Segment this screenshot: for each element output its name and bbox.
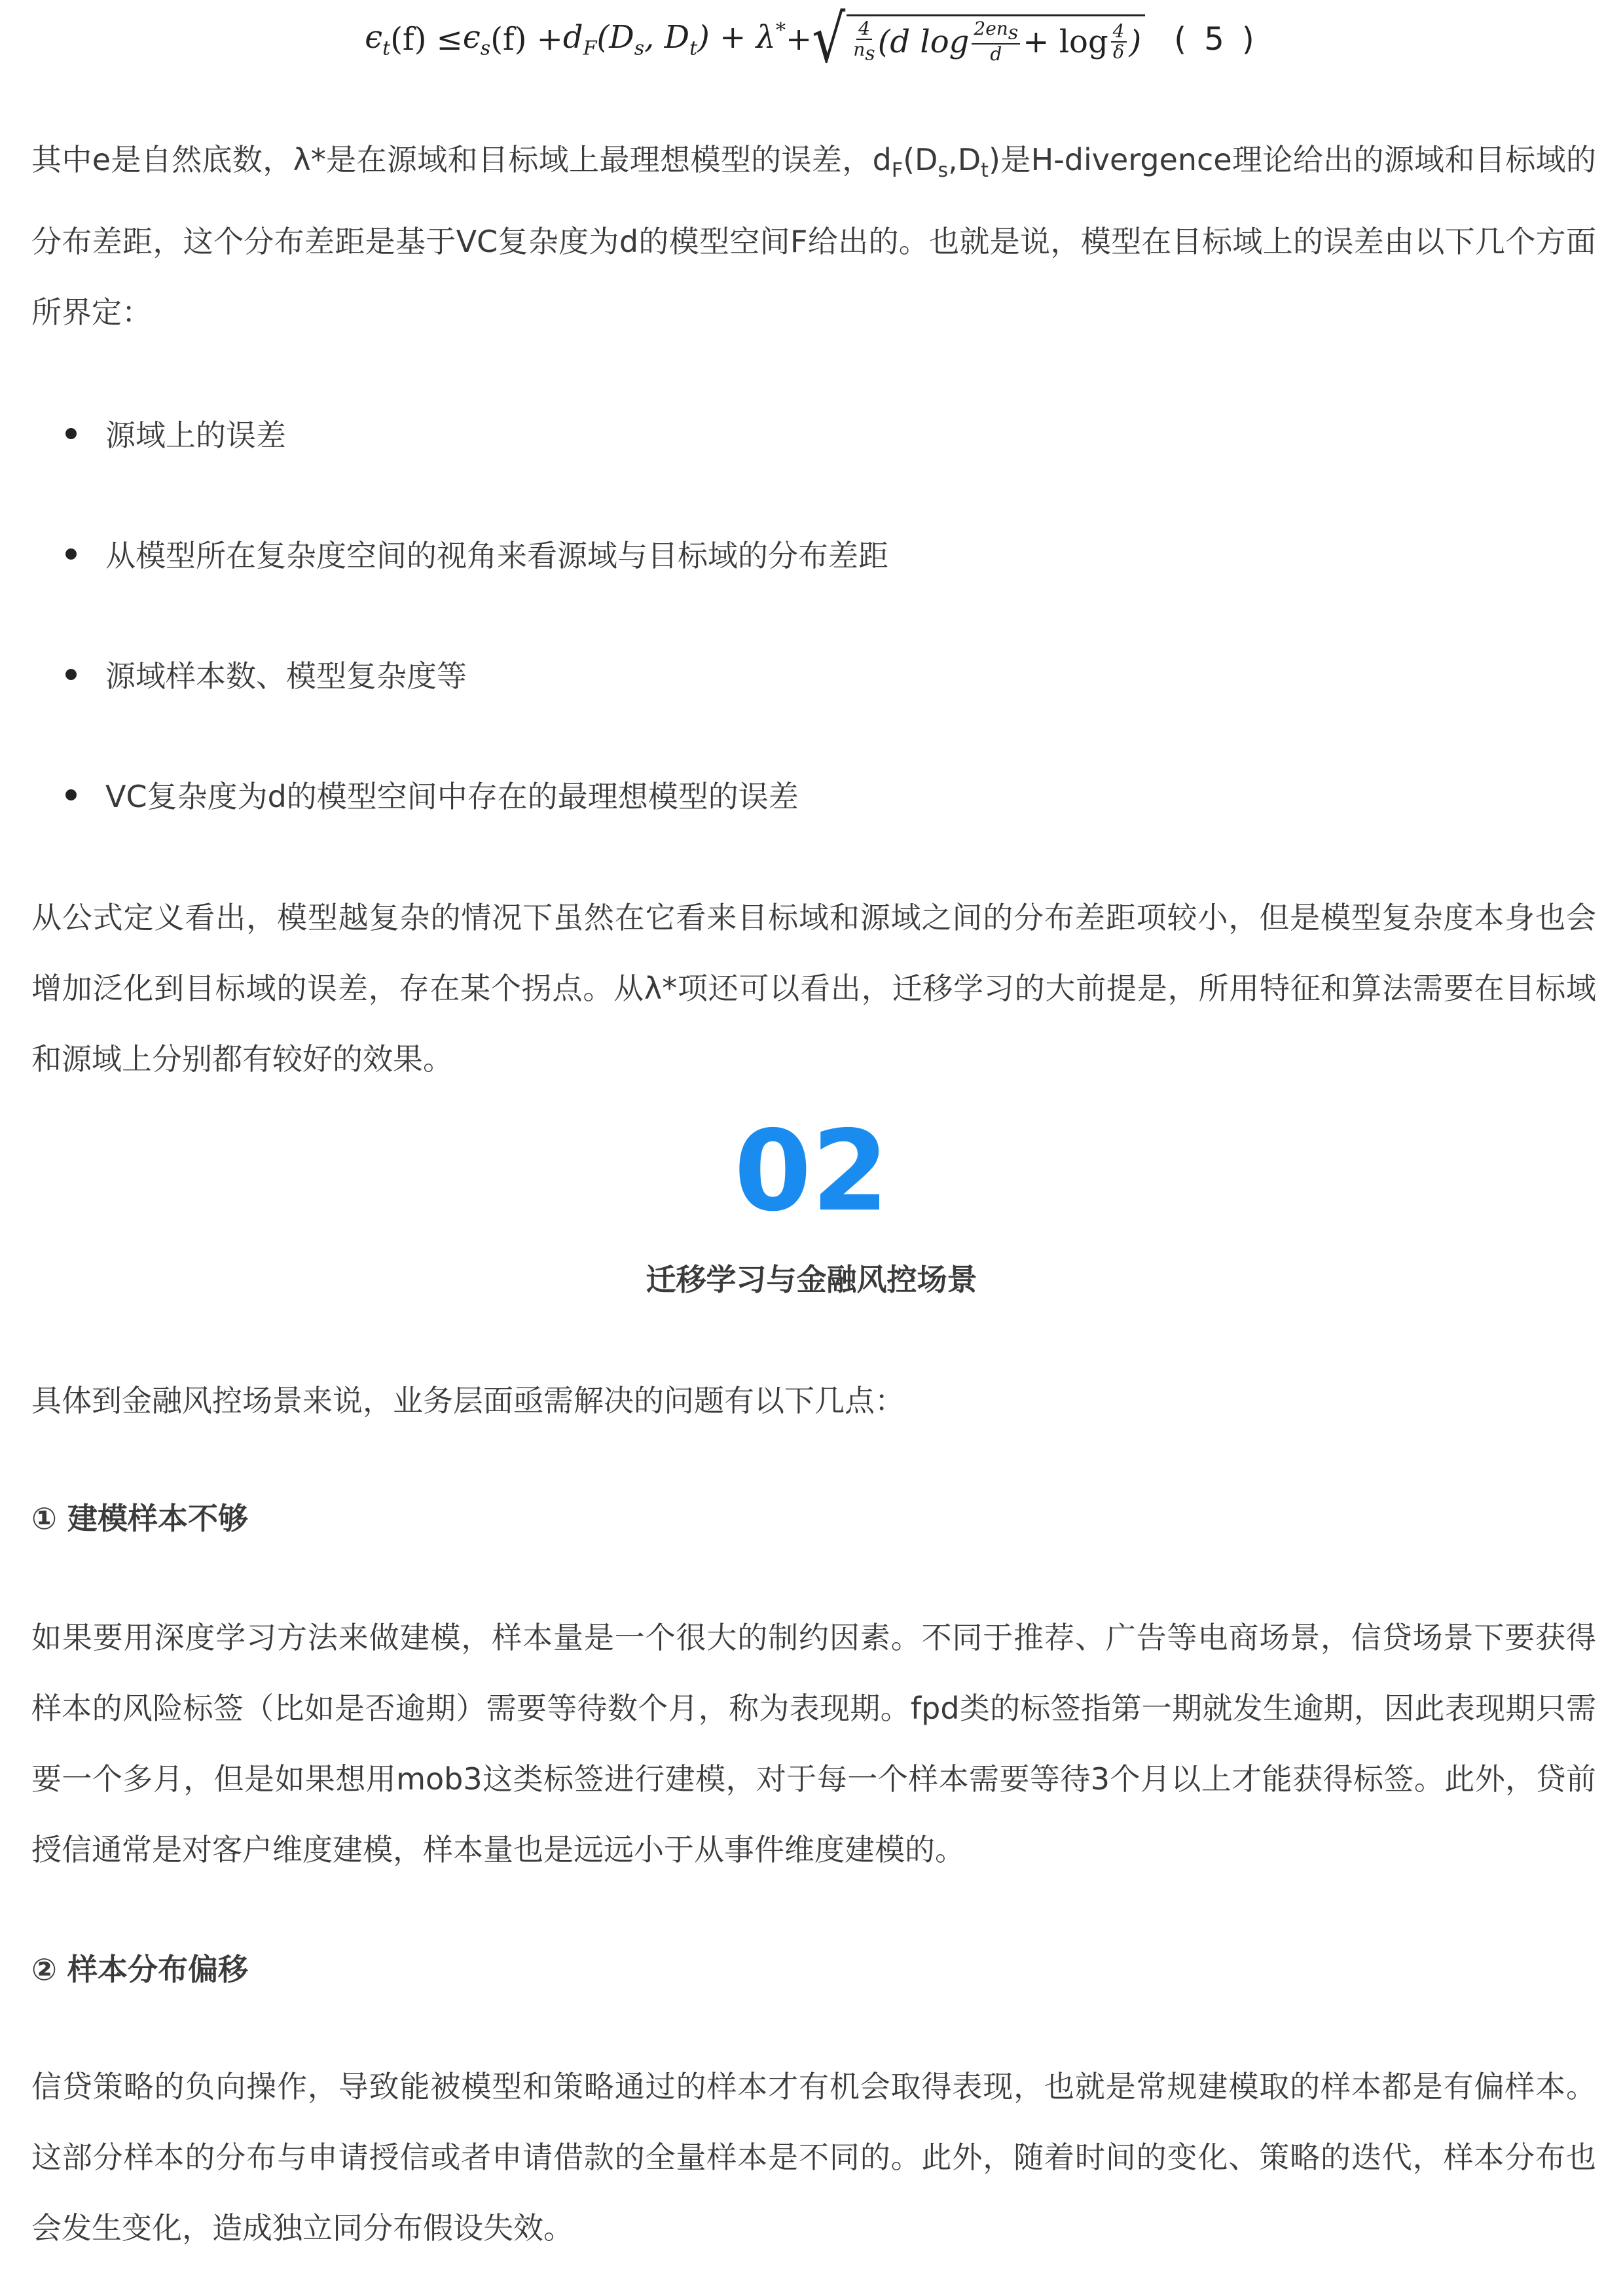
list-item-text: 源域样本数、模型复杂度等	[105, 658, 467, 694]
generalization-bound-formula	[0, 0, 1623, 79]
list-item	[65, 648, 467, 700]
intro-paragraph: 其中e是自然底数，λ*是在源域和目标域上最理想模型的误差，$d_F(D_s,D_t)$是H-divergence理论给出的源域和目标域的分布差距，这个分布差距是基于VC复杂度为d的模型空间F给出的。也就是说，模型在目标域上的误差由以下几个方面所界定：	[31, 142, 1596, 330]
bullet-dot-icon	[65, 669, 77, 680]
bullet-dot-icon	[65, 428, 77, 439]
list-item	[65, 407, 286, 459]
equation-number: ( 5 )	[1174, 21, 1258, 58]
formula-inner2: + log	[1023, 23, 1108, 60]
formula-fraction-2ens-over-d: $\frac{2en_s}{d}$	[972, 19, 1020, 64]
formula-arg2: (f) +	[490, 21, 563, 58]
section-title: 迁移学习与金融风控场景	[646, 1262, 977, 1297]
sqrt-radical-icon: √	[812, 1, 846, 77]
formula-inner3: )	[1129, 23, 1142, 60]
formula-sqrt-term	[812, 1, 1145, 77]
conclusion-paragraph: 从公式定义看出，模型越复杂的情况下虽然在它看来目标域和源域之间的分布差距项较小，但是模型复杂度本身也会增加泛化到目标域的误差，存在某个拐点。从λ*项还可以看出，迁移学习的大前提是，所用特征和算法需要在目标域和源域上分别都有较好的效果。	[31, 900, 1596, 1077]
problem-1-heading: ① 建模样本不够	[31, 1501, 248, 1536]
formula-eps-t: $\epsilon_t$	[365, 18, 391, 60]
list-item	[65, 528, 888, 580]
list-item-text: VC复杂度为d的模型空间中存在的最理想模型的误差	[105, 779, 799, 814]
scene-intro-paragraph: 具体到金融风控场景来说，业务层面亟需解决的问题有以下几点：	[31, 1383, 905, 1418]
formula-divergence: $d_F(D_s$, $D_t) + \lambda^*$	[562, 18, 786, 60]
list-item-text: 源域上的误差	[105, 418, 286, 453]
formula-arg1: (f) ≤	[390, 21, 463, 58]
list-item-text: 从模型所在复杂度空间的视角来看源域与目标域的分布差距	[105, 538, 888, 573]
list-item	[65, 768, 799, 821]
formula-eps-s: $\epsilon_s$	[462, 18, 491, 60]
problem-2-body: 信贷策略的负向操作，导致能被模型和策略通过的样本才有机会取得表现，也就是常规建模取的样本都是有偏样本。这部分样本的分布与申请授信或者申请借款的全量样本是不同的。此外，随着时间的变化、策略的迭代，样本分布也会发生变化，造成独立同分布假设失效。	[31, 2069, 1596, 2246]
bullet-dot-icon	[65, 548, 77, 560]
formula-plus: +	[786, 21, 812, 58]
problem-2-heading: ② 样本分布偏移	[31, 1952, 248, 1987]
formula-fraction-4-over-ns: $\frac{4}{n_s}$	[853, 18, 875, 65]
section-number: 02	[734, 1107, 889, 1236]
formula-fraction-4-over-delta: $\frac{4}{\delta}$	[1111, 22, 1127, 62]
formula-radicand	[847, 14, 1145, 64]
problem-1-body: 如果要用深度学习方法来做建模，样本量是一个很大的制约因素。不同于推荐、广告等电商场景，信贷场景下要获得样本的风险标签（比如是否逾期）需要等待数个月，称为表现期。fpd类的标签指第一期就发生逾期，因此表现期只需要一个多月，但是如果想用mob3这类标签进行建模，对于每一个样本需要等待3个月以上才能获得标签。此外，贷前授信通常是对客户维度建模，样本量也是远远小于从事件维度建模的。	[31, 1620, 1596, 1867]
bullet-dot-icon	[65, 789, 77, 800]
formula-inner1: (d log	[877, 23, 970, 60]
